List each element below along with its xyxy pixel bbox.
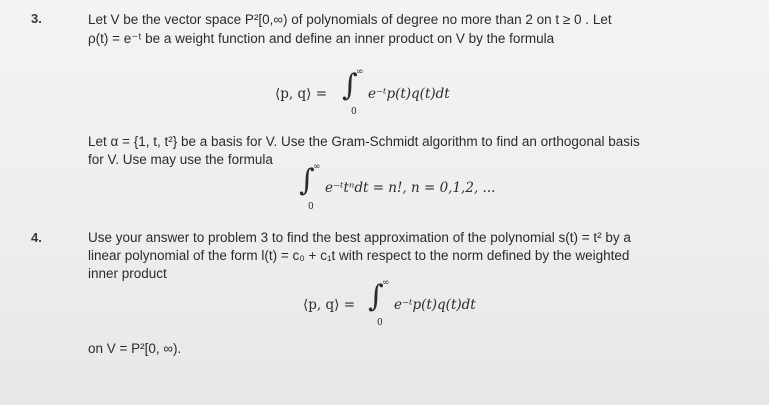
formula-lower-limit: 0 xyxy=(308,202,314,212)
formula-integral-sign: ∫ xyxy=(299,163,315,198)
problem-4-line-2: linear polynomial of the form l(t) = c₀ + c₁t with respect to the norm defined by the weighted xyxy=(88,248,630,263)
p4-upper-limit: ∞ xyxy=(382,278,390,288)
problem-3-number: 3. xyxy=(31,11,42,26)
problem-4-line-3: inner product xyxy=(88,266,167,281)
problem-3-basis-line-2: for V. Use may use the formula xyxy=(88,152,273,167)
p4-lower-limit: 0 xyxy=(377,318,383,328)
problem-4-closing: on V = P²[0, ∞). xyxy=(88,341,182,356)
p3-upper-limit: ∞ xyxy=(356,67,364,77)
problem-3-basis-line-1: Let α = {1, t, t²} be a basis for V. Use the Gram-Schmidt algorithm to find an orthogonal basis xyxy=(88,134,640,149)
problem-3-line-2: ρ(t) = e⁻ᵗ be a weight function and define an inner product on V by the formula xyxy=(88,31,555,46)
p4-integral-sign: ∫ xyxy=(368,279,384,314)
p4-integrand: e⁻ᵗp(t)q(t)dt xyxy=(394,297,476,313)
p3-integral-sign: ∫ xyxy=(342,68,358,103)
p3-integrand: e⁻ᵗp(t)q(t)dt xyxy=(368,86,450,102)
problem-3-line-1: Let V be the vector space P²[0,∞) of polynomials of degree no more than 2 on t ≥ 0 . Let xyxy=(88,12,612,27)
p4-inner-product-lhs: ⟨p, q⟩ = xyxy=(303,297,356,313)
p3-inner-product-lhs: ⟨p, q⟩ = xyxy=(275,86,328,102)
formula-integrand: e⁻ᵗtⁿdt = n!, n = 0,1,2, ... xyxy=(325,180,496,196)
problem-4-line-1: Use your answer to problem 3 to find the best approximation of the polynomial s(t) = t² by a xyxy=(88,230,631,245)
problem-4-number: 4. xyxy=(31,230,42,245)
p3-lower-limit: 0 xyxy=(351,107,357,117)
formula-upper-limit: ∞ xyxy=(313,162,321,172)
